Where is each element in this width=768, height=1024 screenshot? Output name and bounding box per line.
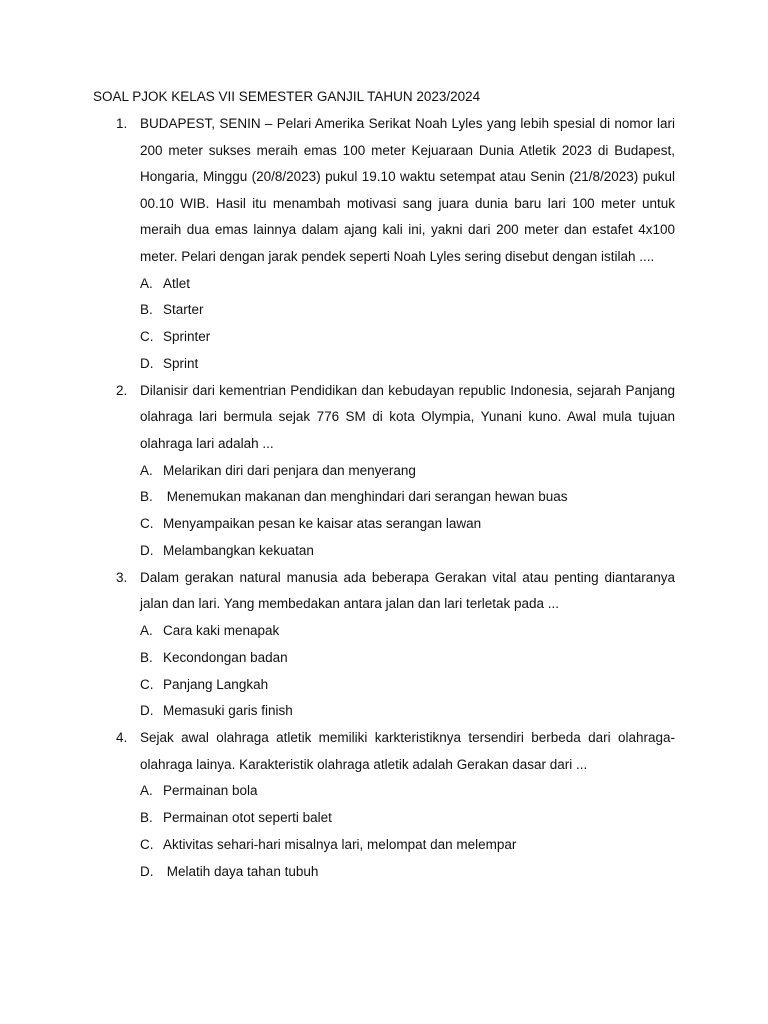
question-2 — [116, 378, 675, 565]
option-d — [140, 538, 675, 565]
option-a — [140, 271, 675, 298]
option-letter: D. — [140, 542, 154, 558]
option-d — [140, 351, 675, 378]
option-b — [140, 484, 675, 511]
question-text: Dalam gerakan natural manusia ada beberapa Gerakan vital atau penting diantaranya jalan dan lari. Yang membedakan antara jalan dan lari terletak pada ... — [140, 569, 675, 612]
question-text: Sejak awal olahraga atletik memiliki karkteristiknya tersendiri berbeda dari olahraga-olahraga lainya. Karakteristik olahraga atletik adalah Gerakan dasar dari ... — [140, 730, 675, 772]
option-d — [140, 859, 675, 886]
option-letter: B. — [140, 302, 153, 318]
option-text: Menyampaikan pesan ke kaisar atas serangan lawan — [163, 516, 482, 532]
option-letter: A. — [140, 622, 153, 638]
option-text: Melatih daya tahan tubuh — [163, 863, 319, 879]
option-letter: B. — [140, 810, 153, 826]
question-4 — [116, 725, 675, 885]
option-text: Menemukan makanan dan menghindari dari serangan hewan buas — [163, 489, 568, 505]
option-c — [140, 324, 675, 351]
option-b — [140, 645, 675, 672]
option-text: Memasuki garis finish — [163, 703, 293, 719]
question-number: 1. — [116, 116, 128, 131]
option-text: Melambangkan kekuatan — [163, 542, 314, 558]
question-1 — [116, 111, 675, 378]
option-text: Atlet — [163, 275, 191, 291]
question-number: 2. — [116, 382, 128, 398]
option-text: Sprinter — [163, 329, 211, 345]
document-title: SOAL PJOK KELAS VII SEMESTER GANJIL TAHUN 2023/2024 — [93, 89, 481, 104]
question-3 — [116, 565, 675, 725]
option-letter: C. — [140, 329, 154, 345]
option-text: Permainan bola — [163, 783, 258, 799]
option-letter: D. — [140, 703, 154, 719]
option-letter: A. — [140, 783, 153, 799]
question-list — [116, 111, 675, 885]
question-number: 3. — [116, 569, 128, 585]
option-b — [140, 297, 675, 324]
option-list — [140, 458, 675, 565]
option-text: Cara kaki menapak — [163, 622, 280, 638]
question-text: BUDAPEST, SENIN – Pelari Amerika Serikat Noah Lyles yang lebih spesial di nomor lari 200 meter sukses meraih emas 100 meter Kejuaraan Dunia Atletik 2023 di Budapest, Hongaria, Minggu (20/8/2023) pukul 19.10 waktu setempat atau Senin (21/8/2023) pukul 00.10 WIB. Hasil itu menambah motivasi sang juara dunia baru lari 100 meter untuk meraih dua emas lainnya dalam ajang kali ini, yakni dari 200 meter dan estafet 4x100 meter. Pelari dengan jarak pendek seperti Noah Lyles sering disebut dengan istilah .... — [140, 116, 675, 264]
option-letter: B. — [140, 489, 153, 505]
option-text: Melarikan diri dari penjara dan menyerang — [163, 462, 416, 478]
option-list — [140, 271, 675, 378]
option-list — [140, 778, 675, 885]
option-d — [140, 698, 675, 725]
option-letter: A. — [140, 275, 153, 291]
option-c — [140, 511, 675, 538]
option-a — [140, 778, 675, 805]
option-letter: B. — [140, 649, 153, 665]
option-b — [140, 805, 675, 832]
option-text: Aktivitas sehari-hari misalnya lari, melompat dan melempar — [163, 836, 517, 852]
option-letter: D. — [140, 863, 154, 879]
option-a — [140, 618, 675, 645]
option-a — [140, 458, 675, 485]
option-c — [140, 832, 675, 859]
option-text: Sprint — [163, 355, 199, 371]
option-letter: D. — [140, 355, 154, 371]
option-text: Kecondongan badan — [163, 649, 288, 665]
question-text: Dilanisir dari kementrian Pendidikan dan kebudayan republic Indonesia, sejarah Panjang olahraga lari bermula sejak 776 SM di kota Olympia, Yunani kuno. Awal mula tujuan olahraga lari adalah ... — [140, 382, 675, 451]
option-letter: C. — [140, 836, 154, 852]
option-list — [140, 618, 675, 725]
option-text: Starter — [163, 302, 204, 318]
option-text: Permainan otot seperti balet — [163, 810, 332, 826]
option-letter: C. — [140, 676, 154, 692]
option-letter: A. — [140, 462, 153, 478]
option-c — [140, 672, 675, 699]
option-text: Panjang Langkah — [163, 676, 269, 692]
option-letter: C. — [140, 516, 154, 532]
question-number: 4. — [116, 730, 128, 746]
